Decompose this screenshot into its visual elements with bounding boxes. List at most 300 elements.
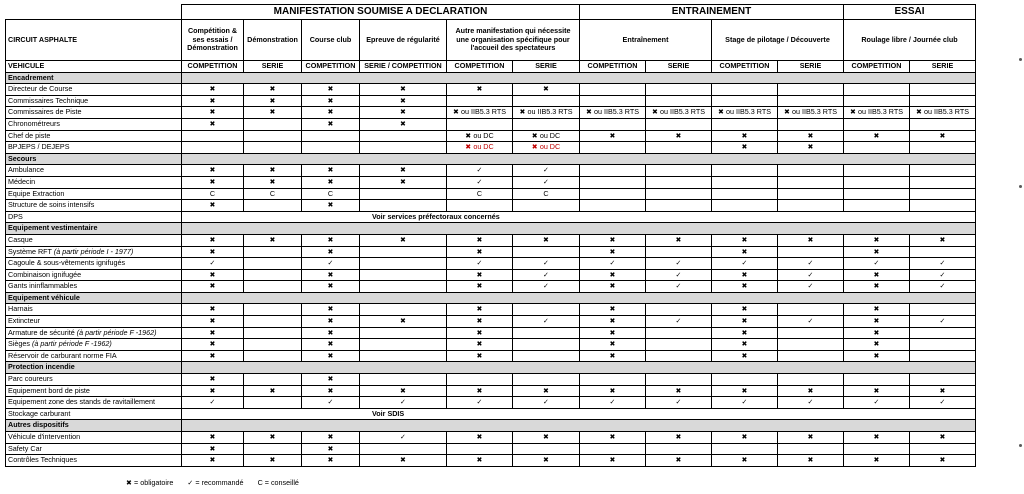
table-cell: ✖ ou DC [513, 130, 580, 142]
table-cell: ✖ [580, 281, 646, 293]
table-cell [910, 142, 976, 154]
table-cell: ✖ [182, 327, 244, 339]
table-cell [646, 95, 712, 107]
legend-conseille: C = conseillé [257, 478, 299, 487]
table-cell [244, 118, 302, 130]
table-cell [360, 258, 447, 270]
table-cell: ✖ [302, 176, 360, 188]
table-cell: ✖ [244, 455, 302, 467]
table-cell: ✖ [302, 234, 360, 246]
section-row [6, 223, 976, 235]
table-cell [910, 188, 976, 200]
row-label-text: Gants ininflammables [8, 281, 78, 291]
column-header: Démonstration [244, 20, 302, 61]
table-cell: ✖ [302, 316, 360, 328]
row-label [6, 211, 182, 223]
table-cell: ✖ [712, 385, 778, 397]
row-label-text: BPJEPS / DEJEPS [8, 142, 70, 152]
table-cell: ✖ ou DC [513, 142, 580, 154]
table-cell: ✖ [244, 176, 302, 188]
table-row [6, 95, 976, 107]
row-label-text: Chronométreurs [8, 118, 60, 128]
table-cell: ✓ [302, 258, 360, 270]
table-cell [580, 188, 646, 200]
table-cell: ✖ [302, 281, 360, 293]
row-label [6, 95, 182, 107]
row-label [6, 385, 182, 397]
table-cell: ✖ [360, 385, 447, 397]
row-label [6, 246, 182, 258]
table-cell: ✖ [844, 385, 910, 397]
table-cell: ✖ [302, 385, 360, 397]
table-cell: ✖ [360, 165, 447, 177]
section-filler [182, 153, 976, 165]
table-cell: ✖ ou IIB5.3 RTS [712, 107, 778, 119]
vehicle-type-header: SERIE [244, 61, 302, 73]
table-cell: ✖ [844, 246, 910, 258]
table-cell: ✖ [646, 234, 712, 246]
vehicle-type-header: COMPETITION [844, 61, 910, 73]
table-row [6, 118, 976, 130]
row-span-note: Voir SDIS [182, 408, 976, 420]
table-cell: ✖ [182, 316, 244, 328]
table-cell: ✖ [712, 316, 778, 328]
table-cell [646, 176, 712, 188]
table-cell [712, 84, 778, 96]
table-cell: ✓ [302, 397, 360, 409]
table-cell [778, 350, 844, 362]
table-cell: ✖ [712, 234, 778, 246]
table-cell [844, 176, 910, 188]
table-cell [910, 118, 976, 130]
group-entrainement: ENTRAINEMENT [580, 5, 844, 20]
table-cell: ✖ [447, 316, 513, 328]
table-cell [513, 339, 580, 351]
table-cell [302, 130, 360, 142]
table-row [6, 234, 976, 246]
table-cell [447, 443, 513, 455]
table-cell [360, 339, 447, 351]
table-row [6, 211, 976, 223]
table-cell [910, 84, 976, 96]
table-cell: C [182, 188, 244, 200]
table-cell [910, 246, 976, 258]
row-label [6, 176, 182, 188]
table-cell: ✖ [513, 432, 580, 444]
row-label [6, 339, 182, 351]
table-cell: ✖ [910, 234, 976, 246]
table-cell [778, 304, 844, 316]
table-cell [513, 200, 580, 212]
table-cell [244, 269, 302, 281]
section-row [6, 420, 976, 432]
table-cell: ✖ [182, 84, 244, 96]
table-cell: ✖ [712, 339, 778, 351]
table-cell: ✓ [447, 397, 513, 409]
table-row [6, 304, 976, 316]
table-cell: ✖ [712, 281, 778, 293]
row-label-note: (à partir période F -1962) [76, 327, 157, 337]
table-cell [646, 188, 712, 200]
table-cell [910, 95, 976, 107]
section-filler [182, 72, 976, 84]
table-cell: ✖ [182, 443, 244, 455]
table-cell [910, 327, 976, 339]
table-cell: ✖ [302, 95, 360, 107]
table-cell [302, 142, 360, 154]
table-cell: ✖ [182, 350, 244, 362]
table-cell: ✖ [447, 455, 513, 467]
row-label-text: Harnais [8, 304, 33, 314]
table-cell: ✖ ou IIB5.3 RTS [778, 107, 844, 119]
row-label-text: Equipe Extraction [8, 188, 65, 198]
table-cell [513, 246, 580, 258]
row-label-note: (à partir période I - 1977) [53, 246, 134, 256]
table-row [6, 432, 976, 444]
table-cell: ✖ [360, 455, 447, 467]
row-label-note: (à partir période F -1962) [31, 339, 112, 349]
column-header: Roulage libre / Journée club [844, 20, 976, 61]
table-cell [778, 200, 844, 212]
table-cell: ✓ [712, 258, 778, 270]
table-cell: ✖ [712, 327, 778, 339]
table-cell: ✖ [182, 374, 244, 386]
table-cell: ✓ [513, 281, 580, 293]
table-cell: ✖ [712, 269, 778, 281]
table-cell: ✓ [447, 258, 513, 270]
table-cell: ✖ [844, 269, 910, 281]
table-cell: ✓ [844, 397, 910, 409]
table-cell: ✓ [513, 269, 580, 281]
table-cell: ✖ [712, 350, 778, 362]
table-cell [580, 95, 646, 107]
table-cell: ✖ ou IIB5.3 RTS [580, 107, 646, 119]
table-cell [580, 118, 646, 130]
table-cell [646, 200, 712, 212]
table-cell: ✖ [302, 374, 360, 386]
table-cell: ✖ [360, 118, 447, 130]
table-cell [910, 304, 976, 316]
table-row [6, 107, 976, 119]
table-cell: ✖ [182, 385, 244, 397]
table-cell [844, 142, 910, 154]
table-cell: ✓ [646, 258, 712, 270]
vehicle-label: VEHICULE [6, 61, 182, 73]
row-label-text: Système RFT [8, 246, 52, 256]
table-cell: ✖ [646, 455, 712, 467]
table-cell [360, 246, 447, 258]
table-row [6, 281, 976, 293]
row-label-text: Commissaires Technique [8, 95, 89, 105]
table-cell [646, 443, 712, 455]
table-cell [646, 350, 712, 362]
table-cell: ✖ [513, 455, 580, 467]
table-cell: ✖ [712, 130, 778, 142]
table-cell: ✖ [910, 385, 976, 397]
edge-dot [1019, 444, 1022, 447]
table-row [6, 142, 976, 154]
table-cell: ✖ [844, 455, 910, 467]
table-cell: ✖ [844, 281, 910, 293]
row-label-text: Réservoir de carburant norme FIA [8, 350, 117, 360]
row-label [6, 234, 182, 246]
legend-obligatoire: ✖ = obligatoire [126, 478, 174, 487]
table-cell: ✖ [182, 304, 244, 316]
table-cell: ✓ [910, 258, 976, 270]
table-cell [778, 339, 844, 351]
row-span-note: Voir services préfectoraux concernés [182, 211, 976, 223]
section-filler [182, 420, 976, 432]
table-cell: ✖ [844, 432, 910, 444]
table-cell [244, 142, 302, 154]
table-cell [712, 188, 778, 200]
row-label [6, 200, 182, 212]
table-cell [580, 142, 646, 154]
section-label: Equipement vestimentaire [6, 223, 182, 235]
table-cell: ✖ [182, 246, 244, 258]
row-label-text: Parc coureurs [8, 374, 53, 384]
table-cell [778, 327, 844, 339]
table-cell: ✖ [302, 432, 360, 444]
vehicle-type-header: COMPETITION [712, 61, 778, 73]
table-cell: ✖ [646, 385, 712, 397]
table-cell: ✖ [844, 316, 910, 328]
table-cell: ✓ [844, 258, 910, 270]
table-cell: ✖ [447, 281, 513, 293]
table-cell [447, 118, 513, 130]
table-cell: C [244, 188, 302, 200]
section-row [6, 72, 976, 84]
table-cell: ✖ [580, 130, 646, 142]
table-cell: ✖ [244, 107, 302, 119]
table-cell: ✖ [302, 327, 360, 339]
table-cell [646, 374, 712, 386]
table-cell: ✖ [182, 165, 244, 177]
table-cell: ✖ [302, 455, 360, 467]
table-cell: ✖ [580, 455, 646, 467]
table-cell: ✓ [778, 258, 844, 270]
table-cell [244, 443, 302, 455]
row-label-text: Equipement bord de piste [8, 385, 90, 395]
row-label-text: Combinaison ignifugée [8, 269, 82, 279]
row-label [6, 118, 182, 130]
table-cell: ✖ [580, 246, 646, 258]
table-cell: ✖ [447, 432, 513, 444]
table-cell: ✖ [844, 130, 910, 142]
table-cell: ✖ [302, 350, 360, 362]
table-cell [844, 95, 910, 107]
table-cell: ✓ [182, 397, 244, 409]
table-cell: ✖ [712, 432, 778, 444]
table-cell [513, 327, 580, 339]
row-label-text: Safety Car [8, 443, 42, 453]
table-cell: ✓ [778, 269, 844, 281]
table-cell: ✓ [360, 397, 447, 409]
table-cell: ✖ [244, 165, 302, 177]
row-label-text: Stockage carburant [8, 408, 71, 418]
table-cell: ✖ [844, 327, 910, 339]
table-row [6, 385, 976, 397]
table-cell: ✖ [302, 107, 360, 119]
row-label [6, 443, 182, 455]
table-cell [844, 200, 910, 212]
table-cell [910, 443, 976, 455]
table-cell [580, 165, 646, 177]
table-cell: ✖ [182, 234, 244, 246]
row-label-text: Casque [8, 234, 33, 244]
table-cell: ✖ [447, 269, 513, 281]
table-cell: C [513, 188, 580, 200]
table-cell: ✓ [513, 258, 580, 270]
table-cell: ✖ [182, 455, 244, 467]
table-cell: ✓ [513, 165, 580, 177]
row-label [6, 84, 182, 96]
table-cell [513, 374, 580, 386]
table-cell [712, 176, 778, 188]
row-label-text: Véhicule d'intervention [8, 432, 81, 441]
table-cell: ✖ [778, 234, 844, 246]
table-cell: ✓ [447, 165, 513, 177]
vehicle-type-header: SERIE [646, 61, 712, 73]
table-row [6, 176, 976, 188]
table-cell [360, 374, 447, 386]
table-cell: ✖ [447, 339, 513, 351]
table-cell: ✖ [580, 350, 646, 362]
table-cell [447, 200, 513, 212]
table-cell: ✖ [712, 246, 778, 258]
table-cell [580, 84, 646, 96]
table-cell: ✖ ou IIB5.3 RTS [910, 107, 976, 119]
table-cell: ✖ [302, 165, 360, 177]
group-manifestation: MANIFESTATION SOUMISE A DECLARATION [182, 5, 580, 20]
table-cell [360, 142, 447, 154]
group-essai: ESSAI [844, 5, 976, 20]
table-cell [182, 142, 244, 154]
table-cell [778, 176, 844, 188]
vehicle-type-header: COMPETITION [182, 61, 244, 73]
table-cell: ✖ [302, 443, 360, 455]
table-cell [712, 443, 778, 455]
table-cell: ✖ ou IIB5.3 RTS [844, 107, 910, 119]
table-cell: ✓ [580, 397, 646, 409]
row-label [6, 188, 182, 200]
table-cell [182, 130, 244, 142]
row-label [6, 374, 182, 386]
table-row [6, 350, 976, 362]
table-cell: ✖ ou DC [447, 130, 513, 142]
table-row [6, 269, 976, 281]
table-cell [646, 118, 712, 130]
table-cell [712, 118, 778, 130]
section-filler [182, 292, 976, 304]
table-cell [712, 95, 778, 107]
row-label [6, 165, 182, 177]
column-header: Course club [302, 20, 360, 61]
table-row [6, 316, 976, 328]
row-label [6, 107, 182, 119]
column-header: Compétition & ses essais / Démonstration [182, 20, 244, 61]
table-cell [360, 200, 447, 212]
table-cell [844, 188, 910, 200]
table-cell: ✖ [182, 200, 244, 212]
table-cell: ✖ [580, 316, 646, 328]
table-cell: ✖ [360, 95, 447, 107]
table-cell [513, 304, 580, 316]
column-header: Stage de pilotage / Découverte [712, 20, 844, 61]
section-label: Secours [6, 153, 182, 165]
section-row [6, 362, 976, 374]
table-cell: ✖ [778, 130, 844, 142]
table-cell [244, 246, 302, 258]
table-cell [244, 316, 302, 328]
table-cell: ✓ [182, 258, 244, 270]
row-label-text: Equipement zone des stands de ravitaillement [8, 397, 156, 407]
table-cell: ✓ [910, 397, 976, 409]
table-cell: ✖ ou IIB5.3 RTS [447, 107, 513, 119]
table-cell [778, 443, 844, 455]
table-cell: ✖ [447, 246, 513, 258]
table-cell: ✖ [580, 385, 646, 397]
table-cell: ✖ [580, 304, 646, 316]
table-cell [646, 142, 712, 154]
header-column-row [6, 20, 976, 61]
table-cell [778, 374, 844, 386]
table-cell: ✖ [447, 234, 513, 246]
table-cell: ✖ [778, 432, 844, 444]
column-header: Entraînement [580, 20, 712, 61]
table-cell: ✓ [580, 258, 646, 270]
table-row [6, 408, 976, 420]
table-cell: ✖ [447, 327, 513, 339]
table-cell: ✖ [302, 118, 360, 130]
table-cell [513, 95, 580, 107]
table-cell: ✓ [712, 397, 778, 409]
column-header: Autre manifestation qui nécessite une organisation spécifique pour l'accueil des spectateurs [447, 20, 580, 61]
table-cell [244, 258, 302, 270]
table-cell [778, 165, 844, 177]
edge-dot [1019, 58, 1022, 61]
table-cell [360, 281, 447, 293]
table-cell: ✓ [513, 176, 580, 188]
table-cell: ✖ [302, 246, 360, 258]
table-cell: ✖ [580, 432, 646, 444]
table-cell [513, 350, 580, 362]
table-cell [910, 200, 976, 212]
table-cell: ✖ [360, 107, 447, 119]
table-cell [646, 165, 712, 177]
table-cell: ✓ [910, 281, 976, 293]
vehicle-type-header: SERIE [778, 61, 844, 73]
table-cell: ✖ [513, 84, 580, 96]
table-cell: ✖ [302, 339, 360, 351]
table-cell [244, 339, 302, 351]
table-cell: ✖ [513, 234, 580, 246]
row-label-text: Ambulance [8, 165, 44, 175]
row-label [6, 130, 182, 142]
table-cell: ✖ ou IIB5.3 RTS [646, 107, 712, 119]
table-cell: ✖ [447, 385, 513, 397]
table-cell: ✖ [244, 95, 302, 107]
row-label [6, 142, 182, 154]
section-label: Protection incendie [6, 362, 182, 374]
row-label-text: Extincteur [8, 316, 40, 326]
table-row [6, 443, 976, 455]
section-row [6, 153, 976, 165]
table-cell [778, 246, 844, 258]
table-cell [646, 246, 712, 258]
row-label [6, 258, 182, 270]
table-row [6, 200, 976, 212]
